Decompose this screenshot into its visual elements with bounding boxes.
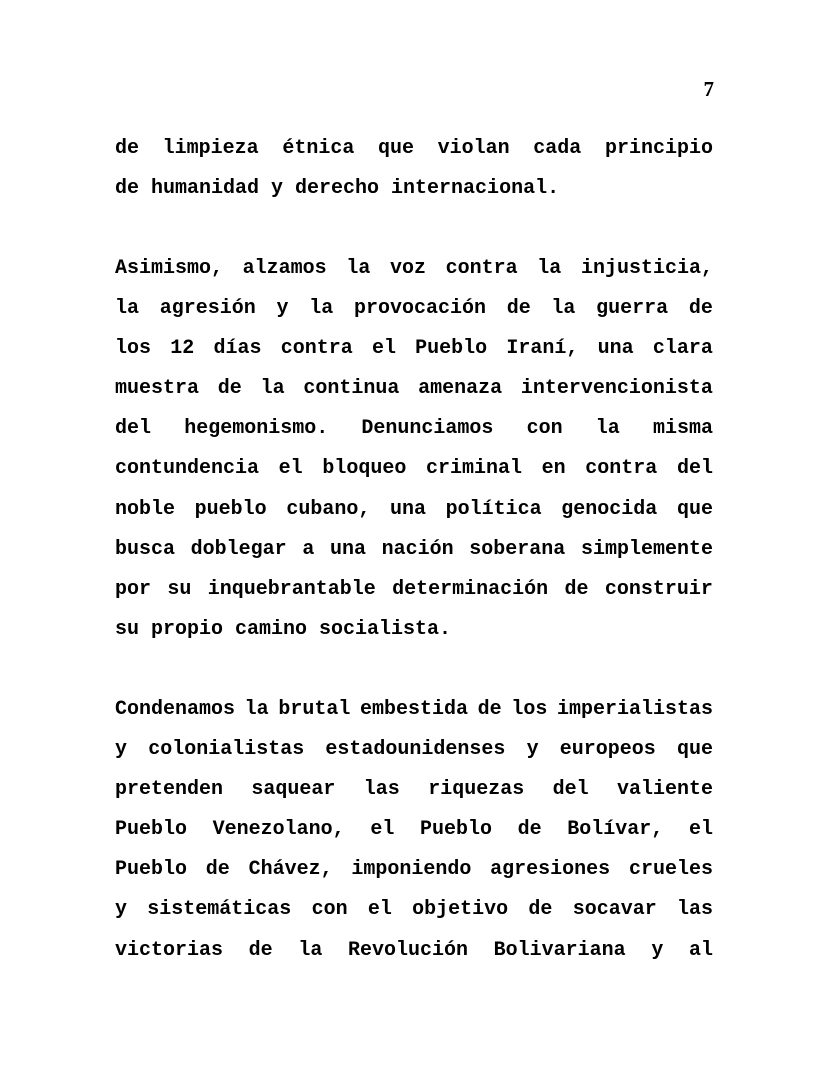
paragraph-1: [115, 129, 713, 209]
text-line: victorias de la Revolución Bolivariana y al: [115, 938, 713, 962]
text-line: Pueblo de Chávez, imponiendo agresiones crueles: [115, 858, 713, 882]
paragraph-3: [115, 690, 713, 971]
page-number: 7: [703, 77, 714, 101]
text-line: Asimismo, alzamos la voz contra la injusticia,: [115, 257, 713, 280]
text-line: y sistemáticas con el objetivo de socavar las: [115, 898, 713, 922]
text-line: los 12 días contra el Pueblo Iraní, una clara: [115, 337, 713, 361]
text-line: Pueblo Venezolano, el Pueblo de Bolívar, el: [115, 818, 713, 842]
text-line: su propio camino socialista.: [115, 617, 452, 641]
text-line: de humanidad y derecho internacional.: [115, 177, 560, 201]
text-line: de limpieza étnica que violan cada principio: [115, 137, 713, 160]
text-line: busca doblegar a una nación soberana simplemente: [115, 537, 713, 561]
text-line: la agresión y la provocación de la guerra de: [115, 297, 713, 321]
text-line: noble pueblo cubano, una política genocida que: [115, 497, 713, 521]
text-line: y colonialistas estadounidenses y europeos que: [115, 738, 713, 762]
text-line: del hegemonismo. Denunciamos con la misma: [115, 417, 713, 441]
paragraph-2: [115, 249, 713, 650]
text-line: por su inquebrantable determinación de construir: [115, 577, 713, 601]
text-line: Condenamos la brutal embestida de los imperialistas: [115, 698, 713, 721]
text-line: pretenden saquear las riquezas del valiente: [115, 778, 713, 802]
text-line: contundencia el bloqueo criminal en contra del: [115, 457, 713, 481]
text-line: muestra de la continua amenaza intervencionista: [115, 377, 713, 401]
